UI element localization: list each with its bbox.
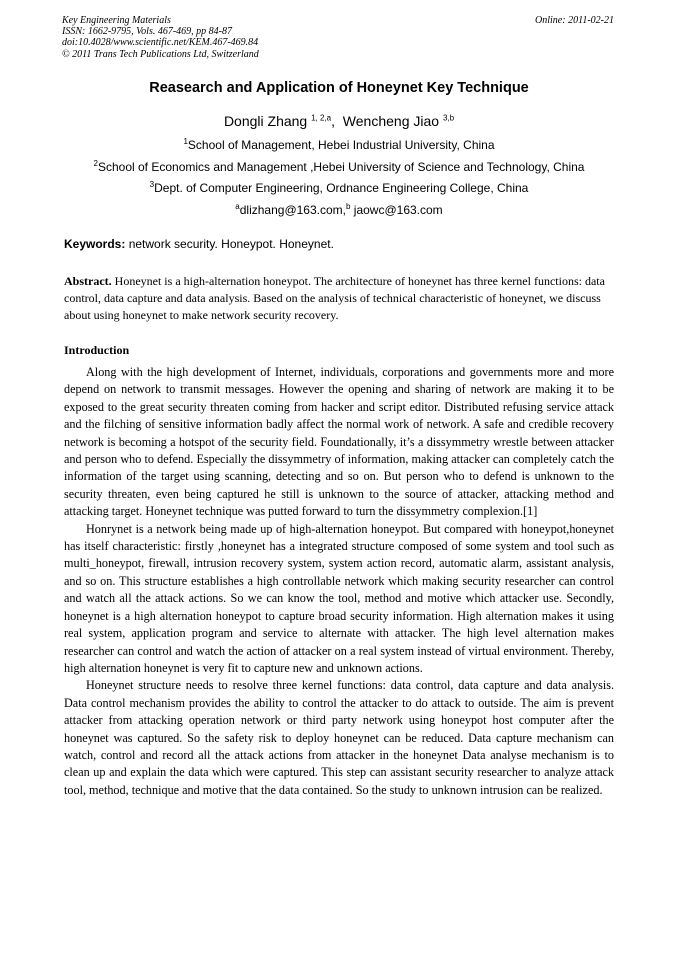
affiliation-2-text: School of Economics and Management ,Hebei University of Science and Technology, China — [97, 160, 585, 174]
copyright-line: © 2011 Trans Tech Publications Ltd, Switzerland — [62, 48, 259, 60]
journal-header — [62, 15, 259, 60]
abstract — [64, 273, 616, 324]
keywords — [64, 237, 334, 251]
paper-title: Reasearch and Application of Honeynet Key Technique — [149, 80, 529, 96]
author-line — [0, 113, 678, 129]
affiliation-3 — [0, 181, 678, 195]
intro-paragraph-2: Honrynet is a network being made up of high-alternation honeypot. But compared with honeypot,honeynet has itself characteristic: firstly ,honeynet has a integrated structure composed of some system and tool such as multi_honeypot, firewall, intrusion recovery system, system action record, automatic alarm, assistant analysis, and so on. This structure establishes a high controllable network which making security researcher can control and watch all the attack actions. So we can know the tool, method and motive which attacker use. Secondly, honeynet is a high alternation honeypot to capture broad security information. High alternation makes it using real system, application program and service to alternate with attacker. The high level alternation makes researcher can control and watch the action of attacker on a real system instead of virtual environment. Thereby, high alternation honeynet is very fit to capture new and unknown actions. — [64, 521, 614, 675]
email-a[interactable]: dlizhang@163.com, — [239, 203, 346, 217]
journal-name: Key Engineering Materials — [62, 15, 171, 26]
affiliation-1-text: School of Management, Hebei Industrial University, China — [187, 138, 495, 152]
email-b-sup: b — [346, 202, 351, 211]
abstract-text: Honeynet is a high-alternation honeypot. The architecture of honeynet has three kernel functions: data control, data capture and data analysis. Based on the analysis of technical characteristic of honeynet, we discuss about using honeynet to make network security recovery. — [64, 274, 605, 322]
affiliation-1 — [0, 138, 678, 152]
author-2: Wencheng Jiao — [342, 113, 440, 129]
author-separator: , — [331, 113, 336, 129]
introduction-body — [64, 364, 614, 799]
affiliation-2 — [0, 160, 678, 174]
email-b[interactable]: jaowc@163.com — [350, 203, 443, 217]
issn-line: ISSN: 1662-9795, Vols. 467-469, pp 84-87 — [62, 26, 232, 38]
keywords-label: Keywords: — [64, 237, 126, 251]
email-line — [0, 203, 678, 217]
affiliation-3-sup: 3 — [149, 180, 155, 189]
author-1-sup: 1, 2,a — [311, 113, 332, 123]
section-heading-introduction: Introduction — [64, 343, 130, 357]
online-date: Online: 2011-02-21 — [535, 15, 614, 26]
intro-paragraph-3: Honeynet structure needs to resolve three kernel functions: data control, data capture and data analysis. Data control mechanism provides the ability to control the attacker to do attack to outside. The aim is prevent attacker from attacking operation network or third party network using honeypot host computer after the honeynet was captured. So the safety risk to deploy honeynet can be reduced. Data capture mechanism can watch, control and record all the attack actions from attacker in the honeynet Data analyse mechanism is to clean up and explain the data which were captured. This step can assistant security researcher to analyze attack tool, method, technique and motive that the data contained. So the study to unknown intrusion can be realized. — [64, 678, 614, 797]
keywords-text: network security. Honeypot. Honeynet. — [125, 237, 334, 251]
affiliation-2-sup: 2 — [93, 159, 98, 168]
author-2-sup: 3,b — [442, 113, 455, 123]
intro-paragraph-1: Along with the high development of Internet, individuals, corporations and governments more and more depend on network to transmit messages. However the opening and sharing of network are making it to be exposed to the great security threaten coming from hacker and script editor. Distributed refusing service attack and the filching of sensitive information badly affect the normal work of network. A safe and credible recovery network is becoming a hotspot of the security field. Foundationally, it’s a dissymmetry wrestle between attacker and person who to defend. Especially the dissymmetry of information, making attacker can completely catch the information of the target using scanning, detecting and so on. But person who to defend is unknown to the security threaten, even being captured he still is unknown to the source of attacker, attacking method and attacking target. Honeynet technique was putted forward to turn the dissymmetry complexion.[1] — [64, 365, 614, 519]
email-a-sup: a — [235, 202, 240, 211]
abstract-label: Abstract. — [64, 274, 112, 288]
affiliation-3-text: Dept. of Computer Engineering, Ordnance Engineering College, China — [154, 181, 529, 195]
affiliation-1-sup: 1 — [183, 137, 188, 146]
doi-line: doi:10.4028/www.scientific.net/KEM.467-469.84 — [62, 37, 259, 49]
author-1: Dongli Zhang — [223, 113, 308, 129]
